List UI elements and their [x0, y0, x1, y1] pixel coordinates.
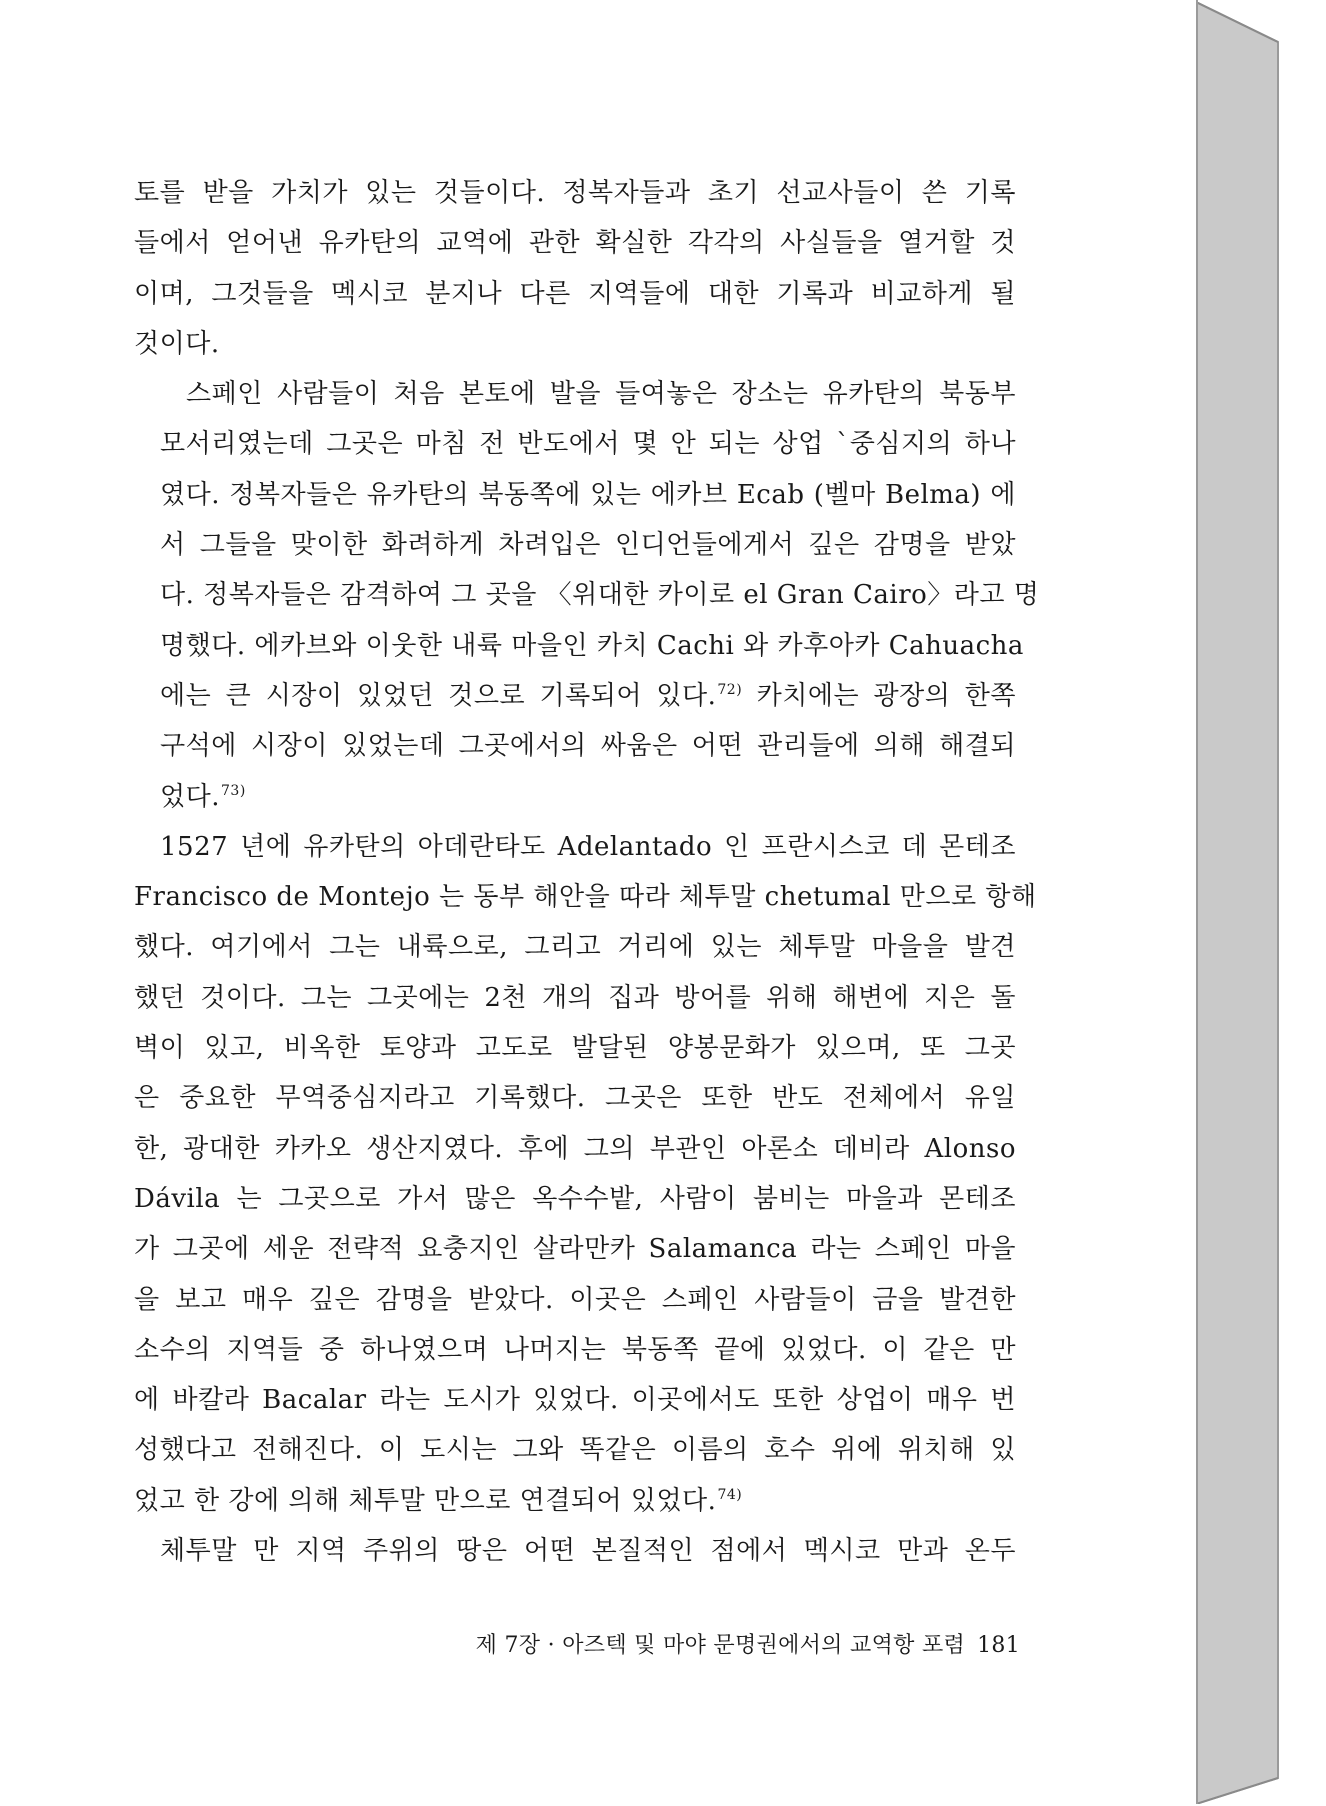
text-segment: 카치에는 광장의 한쪽 — [742, 680, 1016, 711]
text-line: 했다. 여기에서 그는 내륙으로, 그리고 거리에 있는 체투말 마을을 발견 — [134, 932, 1016, 963]
text-line: 에 바칼라 Bacalar 라는 도시가 있었다. 이곳에서도 또한 상업이 매우 번 — [134, 1385, 1016, 1416]
text-line: 다. 정복자들은 감격하여 그 곳을 〈위대한 카이로 el Gran Cairo〉라고 명 — [160, 580, 1040, 611]
text-line: 한, 광대한 카카오 생산지였다. 후에 그의 부관인 아론소 데비라 Alonso — [134, 1133, 1016, 1164]
text-line: 1527 년에 유카탄의 아데란타도 Adelantado 인 프란시스코 데 몬테조 — [160, 831, 1016, 862]
text-line: 스페인 사람들이 처음 본토에 발을 들여놓은 장소는 유카탄의 북동부 — [186, 379, 1016, 410]
text-line: 것이다. — [134, 328, 220, 359]
text-line: 성했다고 전해진다. 이 도시는 그와 똑같은 이름의 호수 위에 위치해 있 — [134, 1435, 1016, 1466]
text-line: 했던 것이다. 그는 그곳에는 2천 개의 집과 방어를 위해 해변에 지은 돌 — [134, 982, 1016, 1013]
text-line: Dávila 는 그곳으로 가서 많은 옥수수밭, 사람이 붐비는 마을과 몬테조 — [134, 1183, 1016, 1214]
paragraph-2 — [134, 369, 1040, 822]
text-line: 가 그곳에 세운 전략적 요충지인 살라만카 Salamanca 라는 스페인 마을 — [134, 1234, 1016, 1265]
text-line: 체투말 만 지역 주위의 땅은 어떤 본질적인 점에서 멕시코 만과 온두 — [160, 1536, 1016, 1567]
text-line: 서 그들을 맞이한 화려하게 차려입은 인디언들에게서 깊은 감명을 받았 — [160, 530, 1016, 561]
footnote-marker: 73) — [221, 782, 246, 799]
text-segment: 었고 한 강에 의해 체투말 만으로 연결되어 있었다. — [134, 1485, 717, 1516]
text-line: 벽이 있고, 비옥한 토양과 고도로 발달된 양봉문화가 있으며, 또 그곳 — [134, 1033, 1016, 1064]
text-line: 였다. 정복자들은 유카탄의 북동쪽에 있는 에카브 Ecab (벨마 Belma) 에 — [160, 479, 1016, 510]
body-text — [134, 168, 1040, 1576]
text-line: 을 보고 매우 깊은 감명을 받았다. 이곳은 스페인 사람들이 금을 발견한 — [134, 1284, 1016, 1315]
paragraph-3 — [134, 822, 1037, 1526]
text-line: 구석에 시장이 있었는데 그곳에서의 싸움은 어떤 관리들에 의해 해결되 — [160, 731, 1016, 762]
text-segment: 에는 큰 시장이 있었던 것으로 기록되어 있다. — [160, 680, 717, 711]
running-title: 제 7장 · 아즈텍 및 마야 문명권에서의 교역항 포렴 — [475, 1633, 966, 1658]
text-line: 들에서 얻어낸 유카탄의 교역에 관한 확실한 각각의 사실들을 열거할 것 — [134, 228, 1016, 259]
text-line: 모서리였는데 그곳은 마침 전 반도에서 몇 안 되는 상업 `중심지의 하나 — [160, 429, 1016, 460]
text-line-with-footnote — [134, 671, 1016, 721]
text-segment: 었다. — [160, 781, 220, 812]
running-footer — [400, 1628, 1020, 1659]
text-line: 명했다. 에카브와 이웃한 내륙 마을인 카치 Cachi 와 카후아카 Cahuacha — [160, 630, 1024, 661]
book-side-edge — [1196, 2, 1324, 1804]
text-line: 이며, 그것들을 멕시코 분지나 다른 지역들에 대한 기록과 비교하게 될 — [134, 278, 1016, 309]
text-line: Francisco de Montejo 는 동부 해안을 따라 체투말 chetumal 만으로 항해 — [134, 882, 1037, 913]
footnote-marker: 74) — [717, 1487, 743, 1504]
footnote-marker: 72) — [717, 682, 743, 699]
text-line-with-footnote — [134, 772, 1016, 822]
text-line: 토를 받을 가치가 있는 것들이다. 정복자들과 초기 선교사들이 쓴 기록 — [134, 178, 1016, 208]
text-line: 소수의 지역들 중 하나였으며 나머지는 북동쪽 끝에 있었다. 이 같은 만 — [134, 1334, 1016, 1365]
paragraph-1 — [134, 168, 1016, 369]
text-line: 은 중요한 무역중심지라고 기록했다. 그곳은 또한 반도 전체에서 유일 — [134, 1083, 1016, 1114]
paragraph-4 — [134, 1526, 1016, 1576]
text-line-with-footnote — [134, 1476, 1016, 1526]
page-number: 181 — [977, 1633, 1020, 1658]
